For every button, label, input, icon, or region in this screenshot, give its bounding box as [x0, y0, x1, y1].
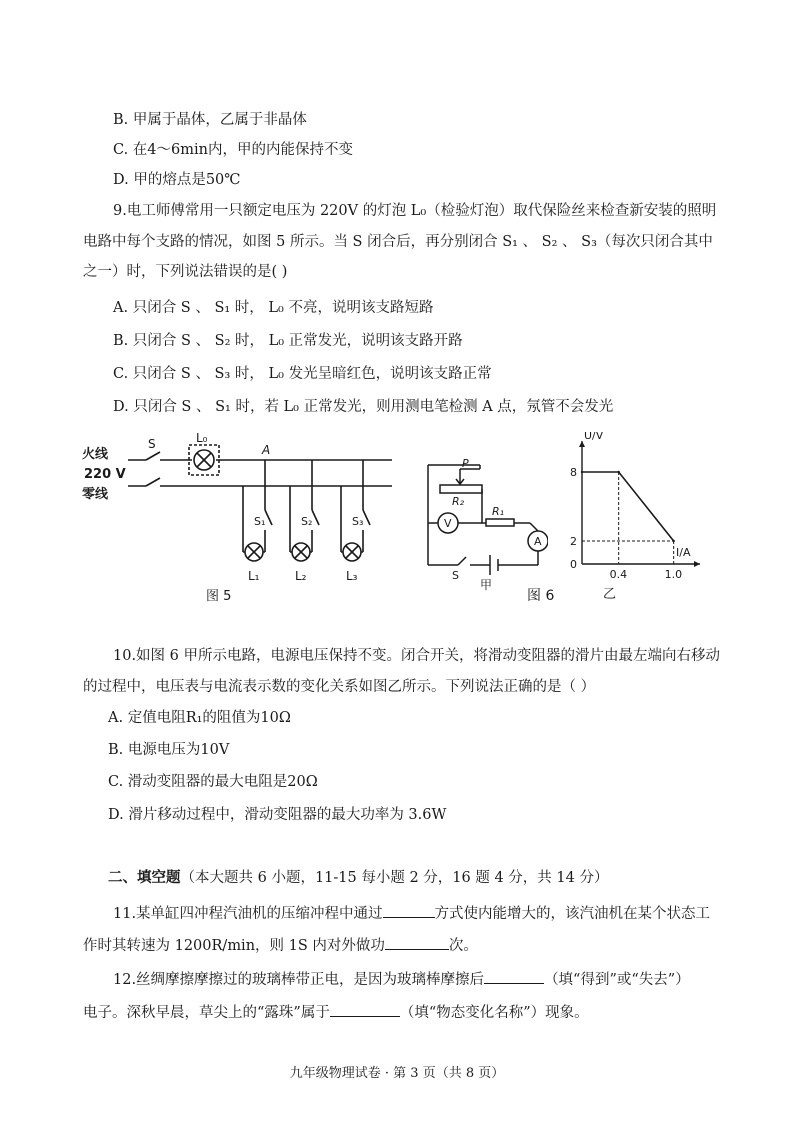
q10-stem-line2: 的过程中，电压表与电流表示数的变化关系如图乙所示。下列说法正确的是（ ）	[83, 679, 596, 695]
q11-line2	[83, 934, 478, 956]
q12-part3: 电子。深秋早晨，草尖上的“露珠”属于	[83, 1005, 330, 1021]
section-2-heading	[108, 868, 608, 888]
fig6-voltmeter-label: V	[444, 517, 452, 530]
q10-option-d: D. 滑片移动过程中，滑动变阻器的最大功率为 3.6W	[108, 807, 447, 823]
data-point-1	[581, 471, 583, 473]
data-point-2	[617, 471, 619, 473]
fig5-neutral-label: 零线	[82, 487, 109, 502]
q11-line1	[113, 902, 710, 924]
x-axis-arrow	[694, 561, 700, 567]
fig6-r1-label: R₁	[492, 505, 505, 518]
q9-stem-line1: 9.电工师傅常用一只额定电压为 220V 的灯泡 L₀（检验灯泡）取代保险丝来检查新安装的照明	[113, 203, 717, 219]
fig5-switch-3-label: S₃	[352, 515, 364, 528]
q8-option-b: B. 甲属于晶体，乙属于非晶体	[113, 112, 307, 128]
q10-option-c: C. 滑动变阻器的最大电阻是20Ω	[108, 774, 318, 790]
fig5-lamp-3-label: L₃	[346, 569, 358, 583]
fig6-ammeter-label: A	[534, 535, 542, 548]
q12-line1	[113, 968, 690, 990]
q12-part2: （填“得到”或“失去”）	[544, 972, 690, 988]
figure-6-circuit	[418, 455, 548, 595]
section-2-title: 二、填空题	[108, 869, 181, 886]
q9-option-b: B. 只闭合 S 、 S₂ 时， L₀ 正常发光，说明该支路开路	[113, 333, 463, 349]
q9-stem-line2: 电路中每个支路的情况，如图 5 所示。当 S 闭合后，再分别闭合 S₁ 、 S₂ 、 S₃（每次只闭合其中	[83, 234, 713, 250]
x-axis-label: I/A	[676, 546, 691, 559]
q9-option-d: D. 只闭合 S 、 S₁ 时，若 L₀ 正常发光，则用测电笔检测 A 点，氖管不会发光	[113, 399, 614, 415]
figure-5-circuit	[80, 430, 410, 615]
fig6-r2-label: R₂	[452, 495, 465, 508]
fig6-switch-label: S	[452, 569, 459, 582]
q11-part4: 次。	[448, 938, 478, 954]
q12-blank-2[interactable]	[330, 1001, 400, 1017]
fig6-caption: 图 6	[527, 588, 555, 604]
fig5-voltage-label: 220 V	[84, 467, 126, 482]
series-line-1	[582, 472, 674, 541]
origin-label: 0	[570, 558, 577, 571]
fig6-slider-label: P	[462, 457, 469, 470]
q11-part3: 作时其转速为 1200R/min，则 1S 内对外做功	[83, 938, 385, 954]
u-i-graph	[570, 432, 700, 581]
q9-option-c: C. 只闭合 S 、 S₃ 时， L₀ 发光呈暗红色，说明该支路正常	[113, 366, 492, 382]
fig5-caption: 图 5	[206, 589, 232, 604]
q9-option-a: A. 只闭合 S 、 S₁ 时， L₀ 不亮，说明该支路短路	[113, 300, 434, 316]
fig6-graph-caption: 乙	[603, 587, 617, 602]
q12-part1: 12.丝绸摩擦摩擦过的玻璃棒带正电，是因为玻璃棒摩擦后	[113, 972, 485, 988]
fig5-live-label: 火线	[82, 447, 109, 462]
q9-stem-line3: 之一）时，下列说法错误的是( )	[83, 264, 288, 280]
fig5-main-switch-label: S	[148, 437, 156, 451]
y-tick-8: 8	[570, 466, 577, 479]
y-axis-label: U/V	[584, 432, 604, 442]
fig5-lamp0-label: L₀	[196, 431, 208, 445]
q11-blank-2[interactable]	[385, 934, 449, 950]
q12-blank-1[interactable]	[484, 968, 544, 984]
figure-6-graph	[548, 432, 708, 602]
q11-blank-1[interactable]	[383, 902, 435, 918]
q10-option-a: A. 定值电阻R₁的阻值为10Ω	[108, 710, 291, 726]
q11-part2: 方式使内能增大的，该汽油机在某个状态工	[434, 906, 711, 922]
data-point-3	[672, 540, 674, 542]
fig5-switch-1-label: S₁	[254, 515, 266, 528]
q10-stem-line1: 10.如图 6 甲所示电路，电源电压保持不变。闭合开关，将滑动变阻器的滑片由最左端向右移动	[113, 648, 720, 664]
section-2-note: （本大题共 6 小题，11-15 每小题 2 分，16 题 4 分，共 14 分）	[180, 870, 609, 886]
page-footer: 九年级物理试卷 · 第 3 页（共 8 页）	[289, 1066, 505, 1081]
q10-option-b: B. 电源电压为10V	[108, 742, 230, 758]
x-tick-1.0: 1.0	[664, 568, 683, 581]
q8-option-c: C. 在4～6min内，甲的内能保持不变	[113, 142, 353, 158]
q12-part4: （填“物态变化名称”）现象。	[399, 1005, 589, 1021]
fig5-switch-2-label: S₂	[301, 515, 313, 528]
q8-option-d: D. 甲的熔点是50℃	[113, 172, 241, 188]
fig5-lamp-1-label: L₁	[248, 569, 260, 583]
fig5-point-a-label: A	[262, 443, 271, 457]
q11-part1: 11.某单缸四冲程汽油机的压缩冲程中通过	[113, 906, 383, 922]
fig6-circuit-caption: 甲	[480, 578, 493, 592]
y-tick-2: 2	[570, 535, 577, 548]
q12-line2	[83, 1001, 589, 1023]
fig5-lamp-2-label: L₂	[295, 569, 307, 583]
x-tick-0.4: 0.4	[609, 568, 628, 581]
